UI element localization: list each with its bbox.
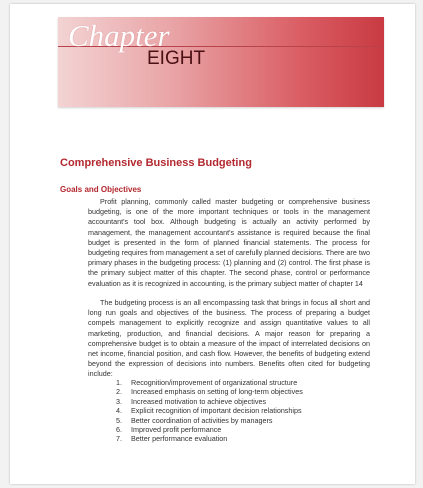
benefits-list (116, 378, 303, 444)
section-heading: Goals and Objectives (60, 185, 142, 194)
list-item: 4. Explicit recognition of important decision relationships (116, 406, 302, 416)
document-title: Comprehensive Business Budgeting (60, 157, 252, 169)
chapter-number: EIGHT (147, 48, 206, 69)
paragraph-budgeting-process: The budgeting process is an all encompassing task that brings in focus all short and long run goals and objectives of the business. The process of preparing a budget compels management to explicitly recognize and assign quantitative values to all marketing, production, and financial decisions. A major reason for preparing a comprehensive budget is to obtain a measure of the impact of interrelated decisions on net income, financial position, and cash flow. However, the benefits of budgeting extend beyond the expression of decisions into numbers. Benefits often cited for budgeting include: (88, 298, 370, 379)
document-page (10, 4, 415, 484)
paragraph-profit-planning: Profit planning, commonly called master budgeting or comprehensive business budgeting, is one of the more important techniques or tools in the management accountant's tool box. Although budgeting is actually an activity performed by management, the management accountant's assistance is required because the final budget is presented in the form of planned financial statements. The process for budgeting requires from management a set of carefully planned decisions. There are two primary phases in the budgeting process: (1) planning and (2) control. The first phase is the primary subject matter of this chapter. The second phase, control or performance evaluation as it is recognized in accounting, is the primary subject matter of chapter 14 (88, 197, 370, 288)
list-item: 2. Increased emphasis on setting of long-term objectives (116, 387, 303, 397)
list-item: 5. Better coordination of activities by managers (116, 415, 273, 425)
list-item: 1. Recognition/improvement of organizational structure (116, 378, 298, 387)
list-item: 7. Better performance evaluation (116, 434, 228, 444)
list-item: 3. Increased motivation to achieve objectives (116, 396, 267, 406)
chapter-banner (58, 17, 384, 107)
chapter-word: Chapter (68, 18, 170, 53)
list-item: 6. Improved profit performance (116, 425, 222, 435)
